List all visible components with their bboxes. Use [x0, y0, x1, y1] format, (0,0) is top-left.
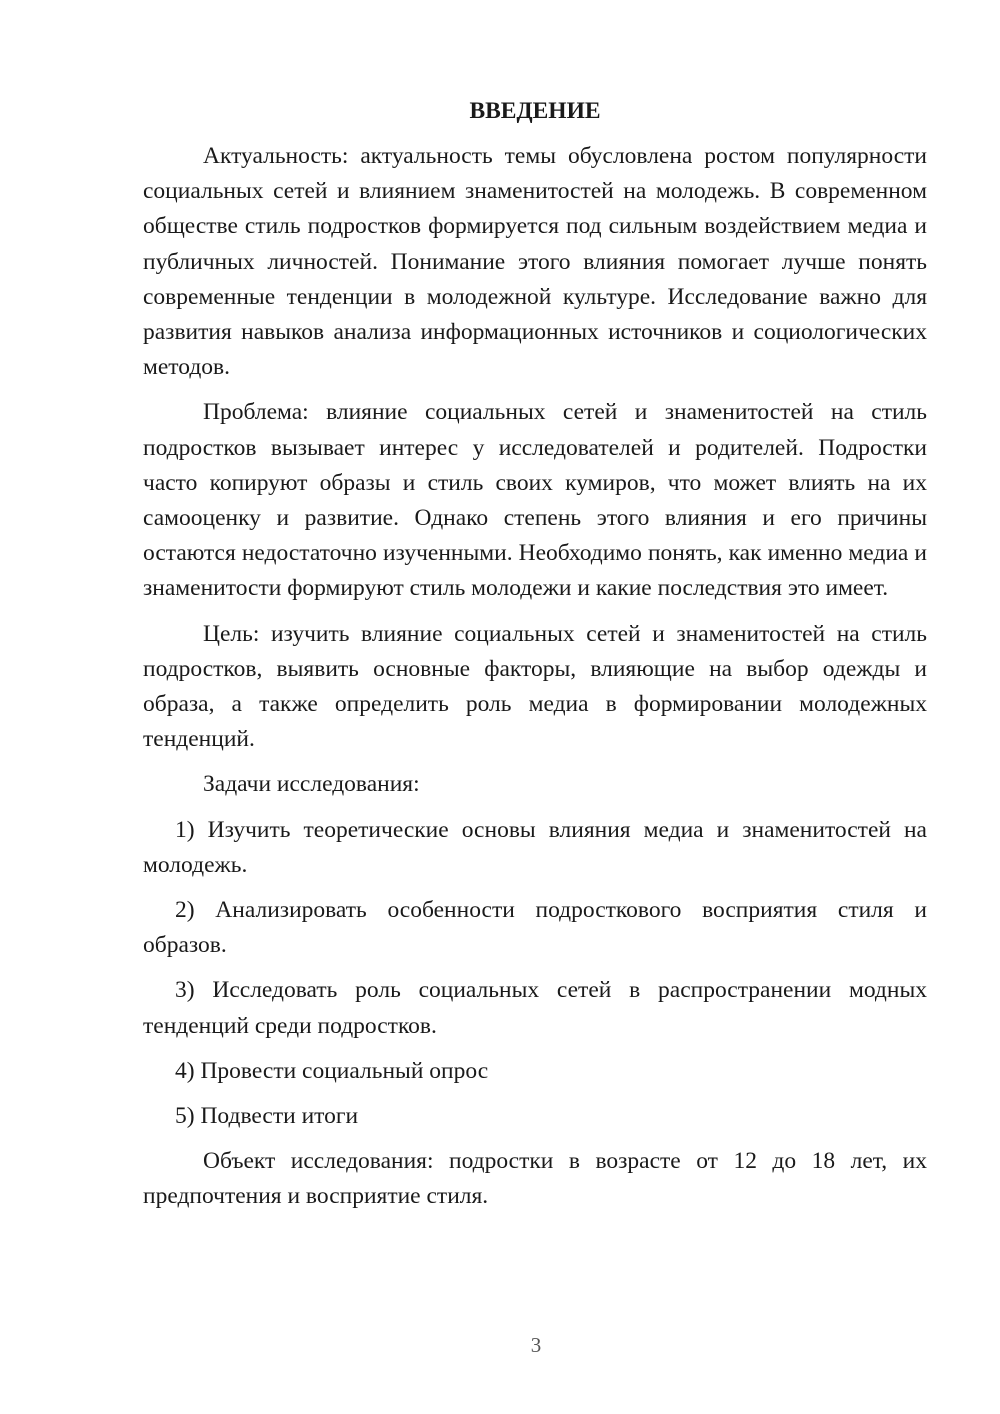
page-number: 3 — [530, 1333, 542, 1357]
page-title: ВВЕДЕНИЕ — [469, 98, 601, 124]
page-content — [143, 95, 927, 1225]
paragraph-object: Объект исследования: подростки в возрасте от 12 до 18 лет, их предпочтения и восприятие стиля. — [143, 1148, 927, 1210]
paragraph-goal: Цель: изучить влияние социальных сетей и знаменитостей на стиль подростков, выявить основные факторы, влияющие на выбор одежды и образа, а также определить роль медиа в формировании молодежных тенденций. — [143, 620, 927, 753]
task-item-1: 1) Изучить теоретические основы влияния медиа и знаменитостей на молодежь. — [143, 816, 927, 878]
task-item-3: 3) Исследовать роль социальных сетей в распространении модных тенденций среди подростков. — [143, 977, 927, 1039]
paragraph-relevance: Актуальность: актуальность темы обусловлена ростом популярности социальных сетей и влиянием знаменитостей на молодежь. В современном обществе стиль подростков формируется под сильным воздействием медиа и публичных личностей. Понимание этого влияния помогает лучше понять современные тенденции в молодежной культуре. Исследование важно для развития навыков анализа информационных источников и социологических методов. — [143, 143, 927, 381]
task-item-5: 5) Подвести итоги — [175, 1103, 359, 1130]
task-item-4: 4) Провести социальный опрос — [175, 1057, 489, 1084]
task-item-2: 2) Анализировать особенности подросткового восприятия стиля и образов. — [143, 897, 927, 959]
paragraph-problem: Проблема: влияние социальных сетей и знаменитостей на стиль подростков вызывает интерес у исследователей и родителей. Подростки часто копируют образы и стиль своих кумиров, что может влиять на их самооценку и развитие. Однако степень этого влияния и его причины остаются недостаточно изученными. Необходимо понять, как именно медиа и знаменитости формируют стиль молодежи и какие последствия это имеет. — [143, 399, 927, 602]
tasks-header: Задачи исследования: — [203, 771, 420, 798]
